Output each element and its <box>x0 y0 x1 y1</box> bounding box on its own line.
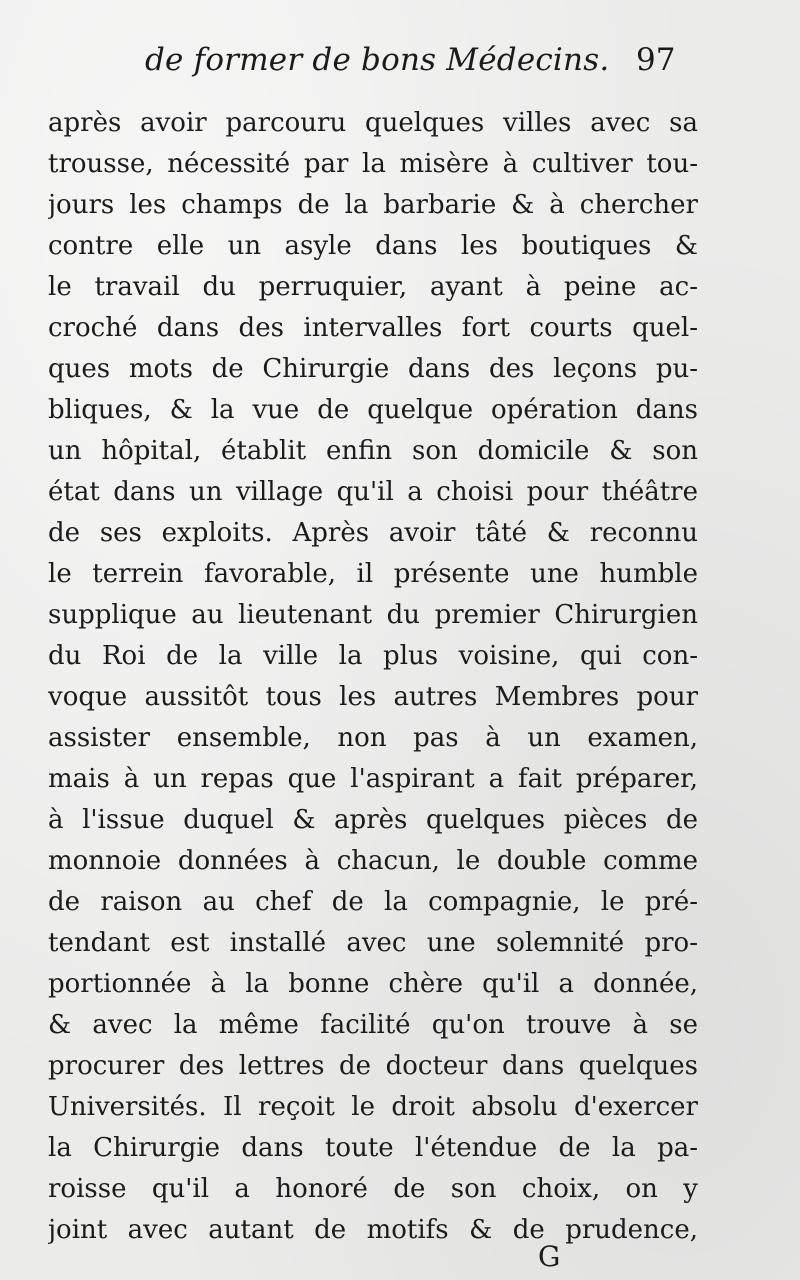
text-line: état dans un village qu'il a choisi pour théâtre <box>48 477 698 507</box>
text-line: joint avec autant de motifs & de prudence, <box>48 1215 698 1245</box>
body-text <box>48 103 698 1251</box>
text-line: trousse, nécessité par la misère à cultiver tou- <box>48 149 698 179</box>
text-line: contre elle un asyle dans les boutiques & <box>48 231 698 261</box>
text-line: mais à un repas que l'aspirant a fait préparer, <box>48 764 698 794</box>
text-line: le terrein favorable, il présente une humble <box>48 559 698 589</box>
text-line: du Roi de la ville la plus voisine, qui con- <box>48 641 698 671</box>
text-line: un hôpital, établit enfin son domicile & son <box>48 436 698 466</box>
text-line: la Chirurgie dans toute l'étendue de la pa- <box>48 1133 698 1163</box>
text-line: bliques, & la vue de quelque opération dans <box>48 395 698 425</box>
text-line: tendant est installé avec une solemnité pro- <box>48 928 698 958</box>
running-title: de former de bons Médecins. <box>145 42 610 78</box>
text-line: portionnée à la bonne chère qu'il a donnée, <box>48 969 698 999</box>
page-header <box>0 42 800 92</box>
page-number: 97 <box>636 42 676 78</box>
text-line: Universités. Il reçoit le droit absolu d'exercer <box>48 1092 698 1122</box>
text-line: ques mots de Chirurgie dans des leçons pu- <box>48 354 698 384</box>
text-line: de ses exploits. Après avoir tâté & reconnu <box>48 518 698 548</box>
text-line: le travail du perruquier, ayant à peine ac- <box>48 272 698 302</box>
text-line: monnoie données à chacun, le double comme <box>48 846 698 876</box>
text-line: croché dans des intervalles fort courts quel- <box>48 313 698 343</box>
text-line: jours les champs de la barbarie & à chercher <box>48 190 698 220</box>
text-line: assister ensemble, non pas à un examen, <box>48 723 698 753</box>
text-line: roisse qu'il a honoré de son choix, on y <box>48 1174 698 1204</box>
signature-mark: G <box>538 1240 561 1273</box>
text-line: procurer des lettres de docteur dans quelques <box>48 1051 698 1081</box>
text-line: & avec la même facilité qu'on trouve à se <box>48 1010 698 1040</box>
text-line: après avoir parcouru quelques villes avec sa <box>48 108 698 138</box>
text-line: à l'issue duquel & après quelques pièces de <box>48 805 698 835</box>
text-line: de raison au chef de la compagnie, le pré- <box>48 887 698 917</box>
text-line: supplique au lieutenant du premier Chirurgien <box>48 600 698 630</box>
text-line: voque aussitôt tous les autres Membres pour <box>48 682 698 712</box>
